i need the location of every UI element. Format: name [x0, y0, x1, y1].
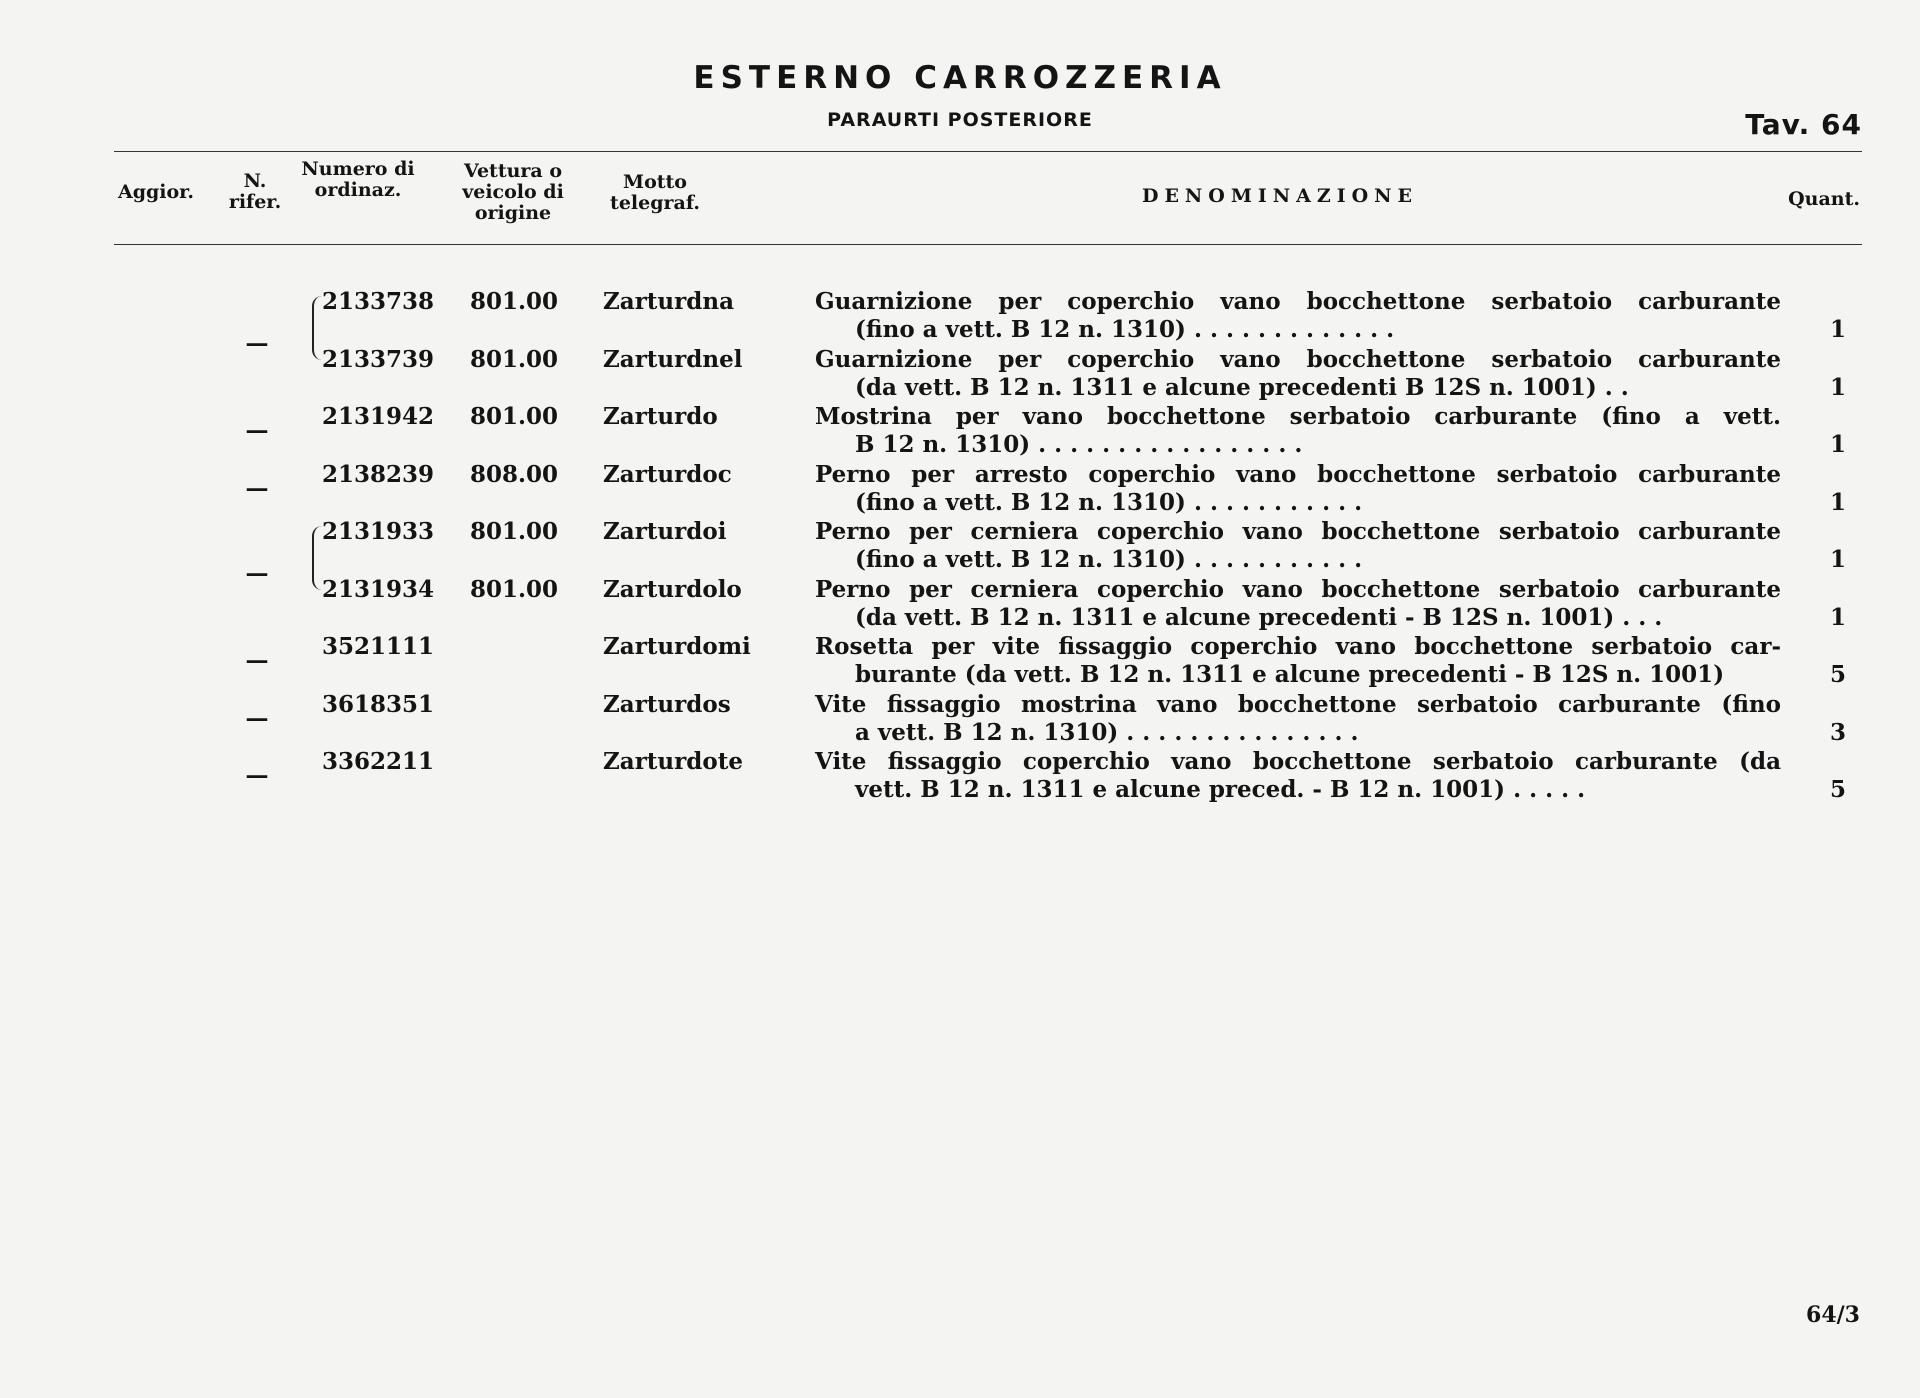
telegraph-code: Zarturdomi	[603, 633, 751, 660]
order-number: 2133739	[322, 345, 435, 373]
table-row	[0, 518, 1920, 587]
telegraph-code: Zarturdnel	[603, 345, 743, 373]
description	[815, 748, 1781, 804]
order-number: 3521111	[322, 633, 435, 660]
header-rule-top	[114, 151, 1862, 152]
description-line-2: (fino a vett. B 12 n. 1310) . . . . . . . . . . .	[855, 546, 1363, 573]
description	[815, 461, 1781, 517]
order-number: 2131933	[322, 518, 435, 545]
description-line-1: Rosetta per vite fissaggio coperchio vano bocchettone serbatoio car-	[815, 633, 1781, 660]
description-line-2: (da vett. B 12 n. 1311 e alcune precedenti B 12S n. 1001) . .	[855, 373, 1629, 401]
ref-dash: —	[245, 560, 269, 587]
table-number: Tav. 64	[1745, 108, 1862, 141]
column-header-denominazione: DENOMINAZIONE	[1141, 185, 1419, 207]
column-header-quant: Quant.	[1788, 188, 1860, 210]
quantity: 1	[1829, 316, 1846, 343]
ref-dash: —	[245, 474, 269, 502]
description-line-2: a vett. B 12 n. 1310) . . . . . . . . . . . . . . .	[855, 718, 1359, 746]
order-number: 3618351	[322, 690, 435, 718]
order-number: 3362211	[322, 748, 435, 775]
parts-table	[0, 288, 1920, 806]
table-row	[0, 288, 1920, 357]
quantity: 1	[1829, 488, 1846, 516]
vehicle-origin: 801.00	[470, 575, 559, 603]
page-title: ESTERNO CARROZZERIA	[693, 60, 1227, 96]
page-number: 64/3	[1806, 1302, 1860, 1328]
vehicle-origin: 808.00	[470, 460, 559, 488]
quantity: 1	[1829, 373, 1846, 401]
page-subtitle: PARAURTI POSTERIORE	[827, 109, 1093, 131]
description-line-1: Perno per cerniera coperchio vano bocchettone serbatoio carburante	[815, 518, 1781, 545]
telegraph-code: Zarturdoi	[603, 518, 727, 545]
table-row	[0, 691, 1920, 749]
description-line-1: Vite fissaggio coperchio vano bocchettone serbatoio carburante (da	[815, 748, 1781, 775]
column-header-motto: Motto telegraf.	[610, 171, 700, 214]
description-line-2: (fino a vett. B 12 n. 1310) . . . . . . . . . . . . .	[855, 316, 1395, 343]
table-row	[0, 633, 1920, 691]
description-line-2: vett. B 12 n. 1311 e alcune preced. - B 12 n. 1001) . . . . .	[855, 776, 1586, 803]
quantity: 3	[1829, 718, 1846, 746]
description	[815, 518, 1781, 574]
description-line-1: Guarnizione per coperchio vano bocchettone serbatoio carburante	[815, 345, 1781, 373]
quantity: 5	[1829, 661, 1846, 688]
table-row	[0, 461, 1920, 519]
description	[815, 633, 1781, 689]
ref-dash: —	[245, 330, 269, 357]
description-line-1: Vite fissaggio mostrina vano bocchettone serbatoio carburante (fino	[815, 690, 1781, 718]
order-number: 2138239	[322, 460, 435, 488]
ref-dash: —	[245, 417, 269, 444]
description-line-2: (da vett. B 12 n. 1311 e alcune precedenti - B 12S n. 1001) . . .	[855, 603, 1663, 631]
telegraph-code: Zarturdos	[603, 690, 731, 718]
vehicle-origin: 801.00	[470, 345, 559, 373]
description	[815, 691, 1781, 747]
description-line-2: (fino a vett. B 12 n. 1310) . . . . . . . . . . .	[855, 488, 1363, 516]
table-row	[0, 748, 1920, 806]
order-number: 2131942	[322, 403, 435, 430]
quantity: 1	[1829, 431, 1846, 458]
description	[815, 346, 1781, 402]
vehicle-origin: 801.00	[470, 403, 559, 430]
description	[815, 288, 1781, 344]
ref-dash: —	[245, 704, 269, 732]
description-line-1: Perno per cerniera coperchio vano bocchettone serbatoio carburante	[815, 575, 1781, 603]
description-line-2: B 12 n. 1310) . . . . . . . . . . . . . . . . .	[855, 431, 1303, 458]
ref-dash: —	[245, 647, 269, 674]
ref-dash: —	[245, 762, 269, 789]
quantity: 5	[1829, 776, 1846, 803]
telegraph-code: Zarturdna	[603, 288, 734, 315]
description-line-2: burante (da vett. B 12 n. 1311 e alcune precedenti - B 12S n. 1001)	[855, 661, 1725, 688]
description-line-1: Mostrina per vano bocchettone serbatoio carburante (fino a vett.	[815, 403, 1781, 430]
description	[815, 403, 1781, 459]
header-rule-bottom	[114, 244, 1862, 245]
column-header-aggior: Aggior.	[117, 181, 195, 203]
telegraph-code: Zarturdoc	[603, 460, 732, 488]
vehicle-origin: 801.00	[470, 288, 559, 315]
telegraph-code: Zarturdolo	[603, 575, 742, 603]
quantity: 1	[1829, 603, 1846, 631]
vehicle-origin: 801.00	[470, 518, 559, 545]
description-line-1: Guarnizione per coperchio vano bocchettone serbatoio carburante	[815, 288, 1781, 315]
description-line-1: Perno per arresto coperchio vano bocchettone serbatoio carburante	[815, 460, 1781, 488]
column-header-numero: Numero di ordinaz.	[301, 158, 415, 201]
quantity: 1	[1829, 546, 1846, 573]
order-number: 2131934	[322, 575, 435, 603]
table-row	[0, 576, 1920, 634]
description	[815, 576, 1781, 632]
order-number: 2133738	[322, 288, 435, 315]
table-row	[0, 403, 1920, 461]
column-header-nrif: N. rifer.	[228, 170, 282, 213]
column-header-vettura: Vettura o veicolo di origine	[462, 160, 564, 224]
telegraph-code: Zarturdo	[603, 403, 718, 430]
telegraph-code: Zarturdote	[603, 748, 743, 775]
table-row	[0, 346, 1920, 404]
